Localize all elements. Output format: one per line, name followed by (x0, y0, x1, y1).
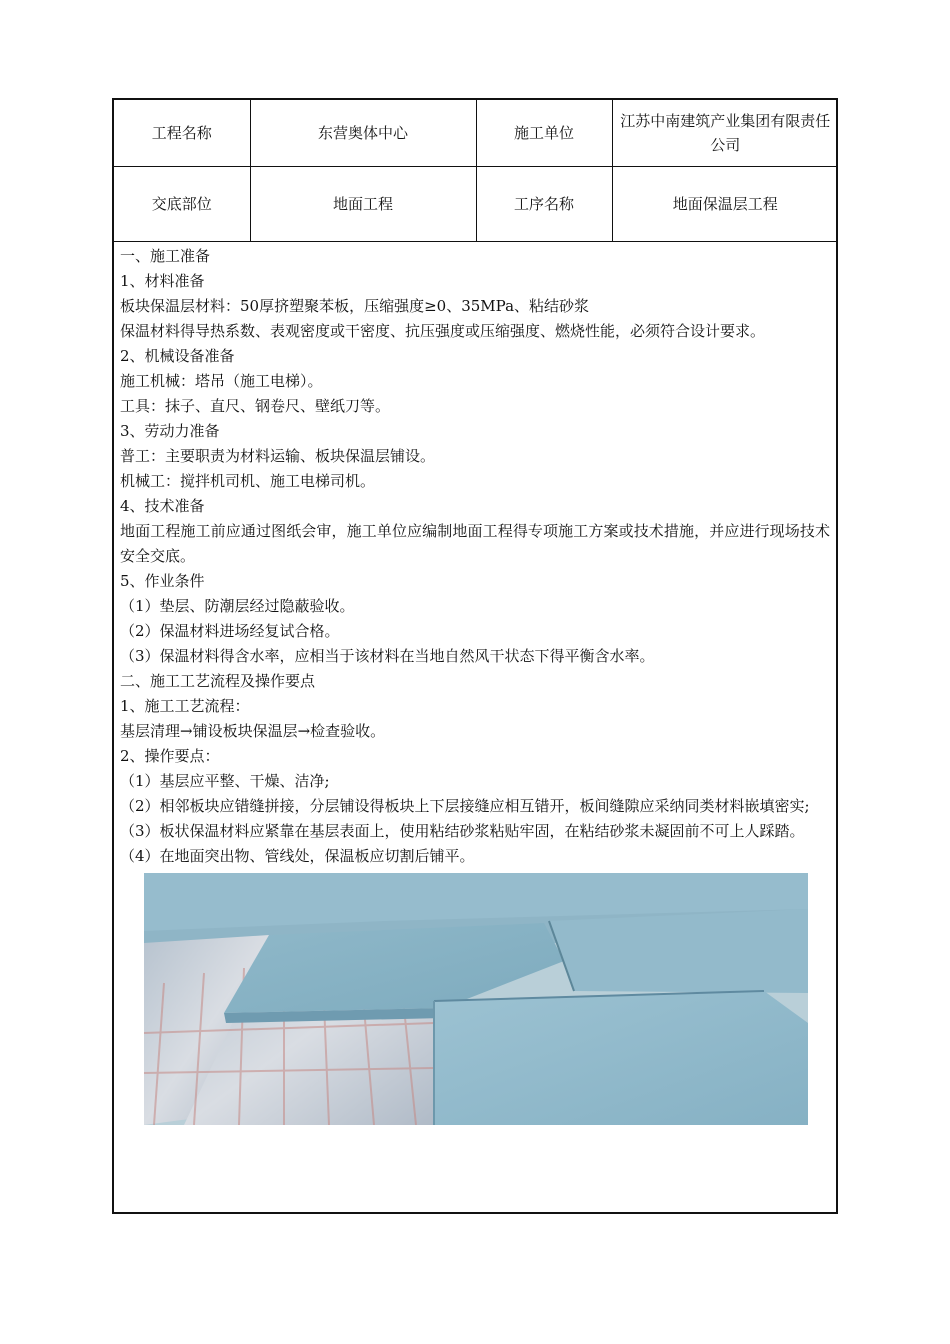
paragraph: 地面工程施工前应通过图纸会审，施工单位应编制地面工程得专项施工方案或技术措施，并应进行现场技术安全交底。 (120, 522, 830, 565)
subsection-heading: 2、机械设备准备 (120, 347, 235, 365)
photo-illustration (144, 873, 808, 1125)
list-item: （2）保温材料进场经复试合格。 (120, 622, 340, 640)
paragraph: 基层清理→铺设板块保温层→检查验收。 (120, 722, 386, 740)
header-row-2 (114, 167, 838, 242)
disclosure-content (114, 242, 836, 1125)
contractor-label: 施工单位 (476, 100, 612, 167)
paragraph: 普工：主要职责为材料运输、板块保温层铺设。 (120, 447, 436, 465)
paragraph: 保温材料得导热系数、表观密度或干密度、抗压强度或压缩强度、燃烧性能，必须符合设计要求。 (120, 322, 766, 340)
subsection-heading: 2、操作要点： (120, 747, 220, 765)
contractor-value: 江苏中南建筑产业集团有限责任公司 (612, 100, 838, 167)
location-value: 地面工程 (250, 167, 476, 242)
project-name-value: 东营奥体中心 (250, 100, 476, 167)
list-item: （4）在地面突出物、管线处，保温板应切割后铺平。 (120, 847, 475, 865)
paragraph: 机械工：搅拌机司机、施工电梯司机。 (120, 472, 376, 490)
header-row-1 (114, 100, 838, 167)
paragraph: 施工机械：塔吊（施工电梯）。 (120, 372, 323, 390)
header-table (114, 100, 838, 242)
procedure-value: 地面保温层工程 (612, 167, 838, 242)
project-name-label: 工程名称 (114, 100, 250, 167)
paragraph: 板块保温层材料：50厚挤塑聚苯板，压缩强度≥0、35MPa、粘结砂浆 (120, 297, 590, 315)
list-item: （1）垫层、防潮层经过隐蔽验收。 (120, 597, 355, 615)
subsection-heading: 4、技术准备 (120, 497, 205, 515)
disclosure-form (112, 98, 838, 1214)
section-heading: 二、施工工艺流程及操作要点 (120, 672, 316, 690)
paragraph: 工具：抹子、直尺、钢卷尺、壁纸刀等。 (120, 397, 391, 415)
location-label: 交底部位 (114, 167, 250, 242)
insulation-board-photo (144, 873, 808, 1125)
subsection-heading: 5、作业条件 (120, 572, 205, 590)
list-item: （3）板状保温材料应紧靠在基层表面上，使用粘结砂浆粘贴牢固，在粘结砂浆未凝固前不可上人踩踏。 (120, 822, 805, 840)
subsection-heading: 1、材料准备 (120, 272, 205, 290)
list-item: （3）保温材料得含水率，应相当于该材料在当地自然风干状态下得平衡含水率。 (120, 647, 655, 665)
subsection-heading: 3、劳动力准备 (120, 422, 220, 440)
list-item: （2）相邻板块应错缝拼接，分层铺设得板块上下层接缝应相互错开，板间缝隙应采纳同类材料嵌填密实; (120, 797, 810, 815)
list-item: （1）基层应平整、干燥、洁净; (120, 772, 330, 790)
section-heading: 一、施工准备 (120, 247, 211, 265)
subsection-heading: 1、施工工艺流程： (120, 697, 250, 715)
procedure-label: 工序名称 (476, 167, 612, 242)
